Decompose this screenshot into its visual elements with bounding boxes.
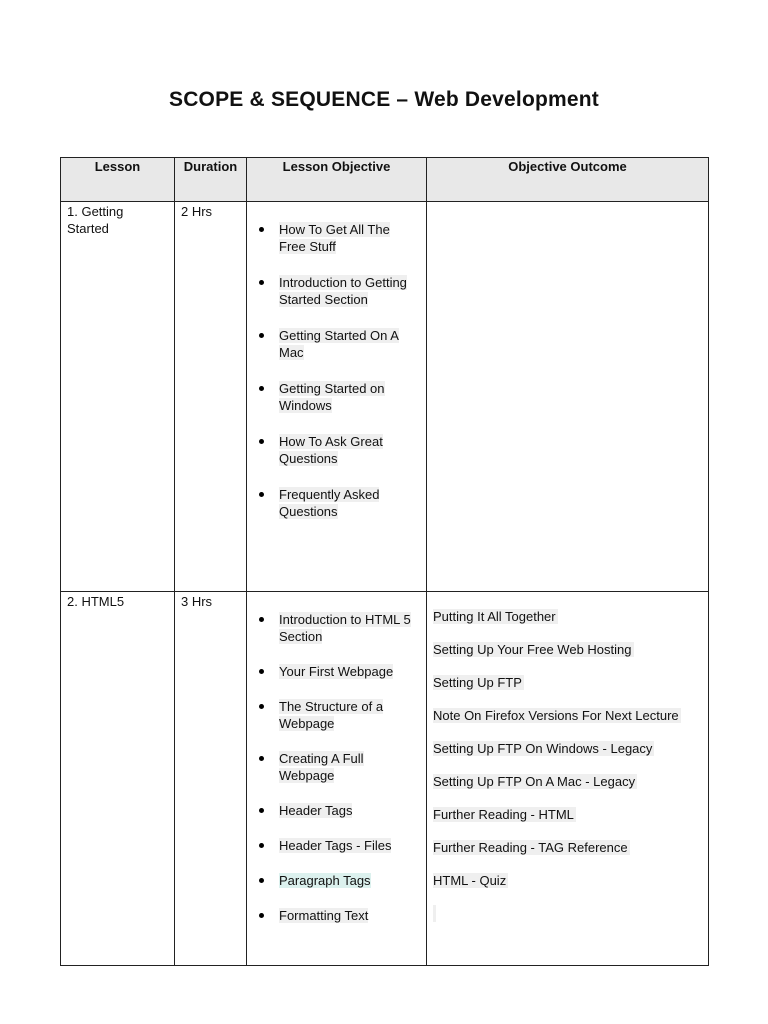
outcome-item: Note On Firefox Versions For Next Lecture — [433, 708, 679, 723]
objective-cell — [247, 202, 427, 592]
lesson-cell: 1. Getting Started — [61, 202, 175, 592]
outcome-item: Setting Up FTP On Windows - Legacy — [433, 741, 653, 756]
objective-item: Getting Started on Windows — [279, 380, 420, 414]
outcome-cell — [427, 592, 709, 966]
outcome-item: Further Reading - HTML — [433, 807, 574, 822]
objective-item: Formatting Text — [279, 907, 420, 924]
outcome-item: Setting Up Your Free Web Hosting — [433, 642, 632, 657]
objective-item: The Structure of a Webpage — [279, 698, 420, 732]
header-duration: Duration — [175, 158, 247, 202]
header-lesson: Lesson — [61, 158, 175, 202]
objective-item: How To Get All The Free Stuff — [279, 221, 420, 255]
table-row — [61, 202, 709, 592]
header-objective-outcome: Objective Outcome — [427, 158, 709, 202]
empty-outcome-line — [433, 905, 702, 921]
outcome-item: Further Reading - TAG Reference — [433, 840, 628, 855]
outcome-item: Putting It All Together — [433, 609, 556, 624]
objective-item: Introduction to HTML 5 Section — [279, 611, 420, 645]
objective-item: Frequently Asked Questions — [279, 486, 420, 520]
objective-item: Header Tags — [279, 802, 420, 819]
outcome-cell — [427, 202, 709, 592]
objective-list — [253, 611, 420, 924]
duration-cell: 2 Hrs — [175, 202, 247, 592]
outcome-item: Setting Up FTP On A Mac - Legacy — [433, 774, 636, 789]
scope-sequence-table — [60, 157, 709, 966]
header-lesson-objective: Lesson Objective — [247, 158, 427, 202]
document-title: SCOPE & SEQUENCE – Web Development — [168, 88, 599, 111]
objective-item: Introduction to Getting Started Section — [279, 274, 420, 308]
objective-item: Creating A Full Webpage — [279, 750, 420, 784]
table-row — [61, 592, 709, 966]
objective-item: Your First Webpage — [279, 663, 420, 680]
objective-list — [253, 221, 420, 520]
duration-cell: 3 Hrs — [175, 592, 247, 966]
objective-cell — [247, 592, 427, 966]
lesson-cell: 2. HTML5 — [61, 592, 175, 966]
objective-item: Paragraph Tags — [279, 872, 420, 889]
outcome-item: HTML - Quiz — [433, 873, 507, 888]
table-header-row — [61, 158, 709, 202]
outcome-item: Setting Up FTP — [433, 675, 522, 690]
objective-item: Getting Started On A Mac — [279, 327, 420, 361]
objective-item: How To Ask Great Questions — [279, 433, 420, 467]
objective-item: Header Tags - Files — [279, 837, 420, 854]
